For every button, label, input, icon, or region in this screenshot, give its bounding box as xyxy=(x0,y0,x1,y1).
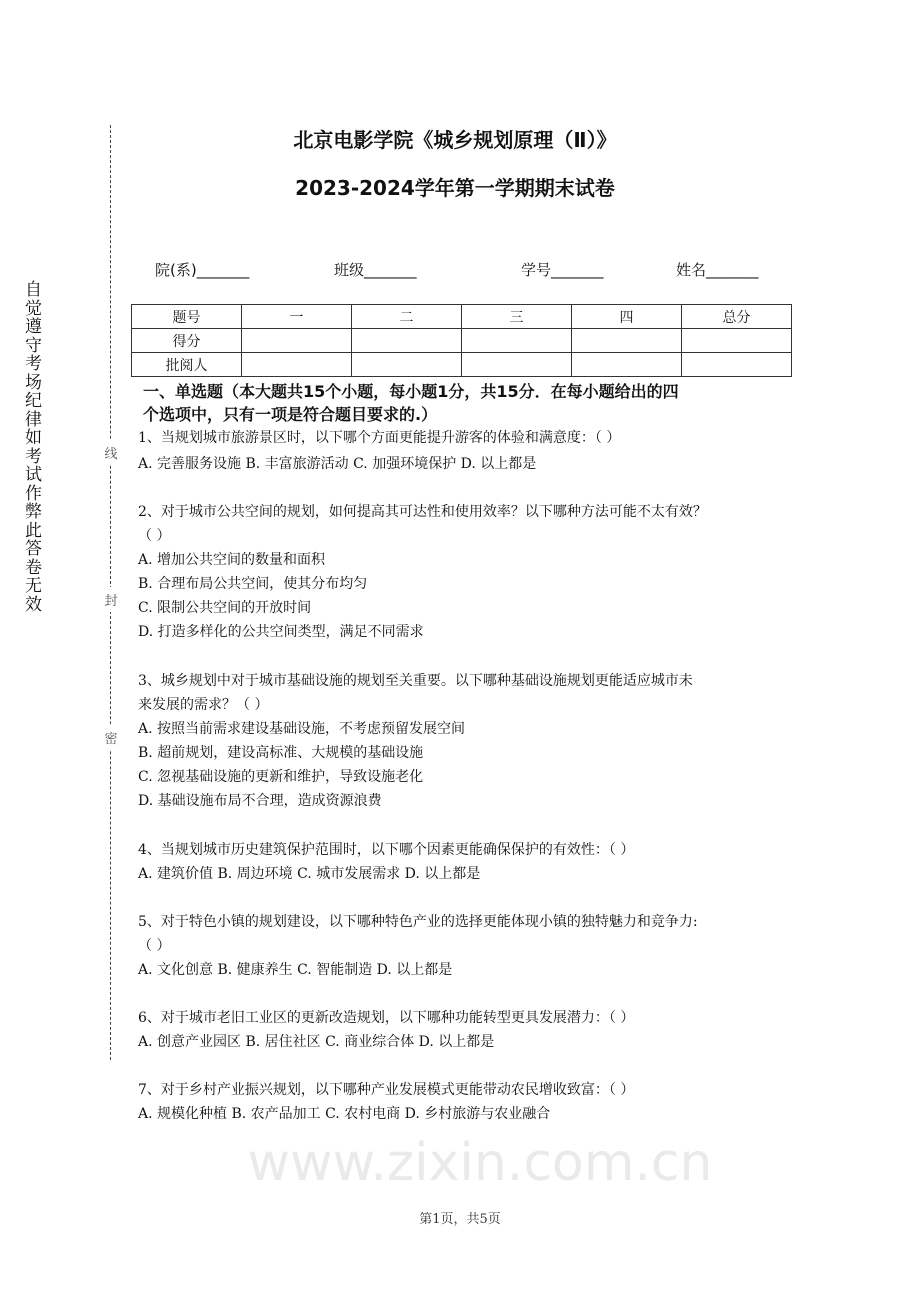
score-cell[interactable] xyxy=(352,329,462,353)
question-option: A. 按照当前需求建设基础设施，不考虑预留发展空间 xyxy=(138,721,466,737)
question-option: C. 忽视基础设施的更新和维护，导致设施老化 xyxy=(138,769,424,785)
question-options: A. 完善服务设施 B. 丰富旅游活动 C. 加强环境保护 D. 以上都是 xyxy=(138,456,537,472)
question-stem: 2、对于城市公共空间的规划，如何提高其可达性和使用效率？以下哪种方法可能不太有效？ xyxy=(138,504,707,520)
seal-label-seal: 封 xyxy=(103,587,119,612)
question-option: B. 超前规划，建设高标准、大规模的基础设施 xyxy=(138,745,424,761)
question-stem: 4、当规划城市历史建筑保护范围时，以下哪个因素更能确保保护的有效性：（ ） xyxy=(138,842,635,858)
watermark: www.zixin.com.cn xyxy=(247,1133,713,1193)
name-field[interactable]: 姓名_______ xyxy=(676,261,759,279)
question-stem: 1、当规划城市旅游景区时，以下哪个方面更能提升游客的体验和满意度：（ ） xyxy=(138,430,621,446)
grader-cell[interactable] xyxy=(462,353,572,377)
grader-cell[interactable] xyxy=(572,353,682,377)
score-cell[interactable] xyxy=(572,329,682,353)
header-cell: 四 xyxy=(572,305,682,329)
section-heading: 一、单选题（本大题共15个小题，每小题1分，共15分．在每小题给出的四 xyxy=(143,382,679,401)
row-label: 批阅人 xyxy=(132,353,242,377)
row-label: 得分 xyxy=(132,329,242,353)
question-options: A. 文化创意 B. 健康养生 C. 智能制造 D. 以上都是 xyxy=(138,962,453,978)
question-stem: （ ） xyxy=(138,938,171,954)
dept-field[interactable]: 院(系)_______ xyxy=(155,261,250,279)
table-header-row xyxy=(132,305,792,329)
question-option: D. 打造多样化的公共空间类型，满足不同需求 xyxy=(138,624,424,640)
exam-subtitle: 2023-2024学年第一学期期末试卷 xyxy=(295,176,615,200)
score-cell[interactable] xyxy=(242,329,352,353)
score-cell[interactable] xyxy=(682,329,792,353)
header-cell: 三 xyxy=(462,305,572,329)
question-option: B. 合理布局公共空间，使其分布均匀 xyxy=(138,576,368,592)
question-options: A. 创意产业园区 B. 居住社区 C. 商业综合体 D. 以上都是 xyxy=(138,1034,495,1050)
seal-label-secret: 密 xyxy=(103,725,119,750)
question-option: A. 增加公共空间的数量和面积 xyxy=(138,552,326,568)
question-option: D. 基础设施布局不合理，造成资源浪费 xyxy=(138,793,382,809)
table-row xyxy=(132,353,792,377)
question-stem: 6、对于城市老旧工业区的更新改造规划，以下哪种功能转型更具发展潜力：（ ） xyxy=(138,1010,635,1026)
header-cell: 总分 xyxy=(682,305,792,329)
question-stem: 7、对于乡村产业振兴规划，以下哪种产业发展模式更能带动农民增收致富：（ ） xyxy=(138,1082,635,1098)
question-stem: 来发展的需求？（ ） xyxy=(138,697,269,713)
exam-title: 北京电影学院《城乡规划原理（Ⅱ）》 xyxy=(293,128,617,152)
question-option: C. 限制公共空间的开放时间 xyxy=(138,600,312,616)
question-stem: 3、城乡规划中对于城市基础设施的规划至关重要。以下哪种基础设施规划更能适应城市未 xyxy=(138,673,693,689)
exam-discipline-notice: 自觉遵守考场纪律如考试作弊此答卷无效 xyxy=(25,280,42,615)
grader-cell[interactable] xyxy=(352,353,462,377)
section-heading: 个选项中，只有一项是符合题目要求的.） xyxy=(143,405,438,424)
header-cell: 二 xyxy=(352,305,462,329)
page-number: 第1页，共5页 xyxy=(419,1212,501,1227)
grader-cell[interactable] xyxy=(242,353,352,377)
grader-cell[interactable] xyxy=(682,353,792,377)
student-id-field[interactable]: 学号_______ xyxy=(521,261,604,279)
header-cell: 一 xyxy=(242,305,352,329)
question-stem: 5、对于特色小镇的规划建设，以下哪种特色产业的选择更能体现小镇的独特魅力和竞争力: xyxy=(138,914,698,930)
table-row xyxy=(132,329,792,353)
question-stem: （ ） xyxy=(138,528,171,544)
question-options: A. 建筑价值 B. 周边环境 C. 城市发展需求 D. 以上都是 xyxy=(138,866,481,882)
header-cell: 题号 xyxy=(132,305,242,329)
question-options: A. 规模化种植 B. 农产品加工 C. 农村电商 D. 乡村旅游与农业融合 xyxy=(138,1106,551,1122)
score-cell[interactable] xyxy=(462,329,572,353)
seal-label-line: 线 xyxy=(103,440,119,465)
class-field[interactable]: 班级_______ xyxy=(334,261,417,279)
score-table xyxy=(131,304,792,377)
